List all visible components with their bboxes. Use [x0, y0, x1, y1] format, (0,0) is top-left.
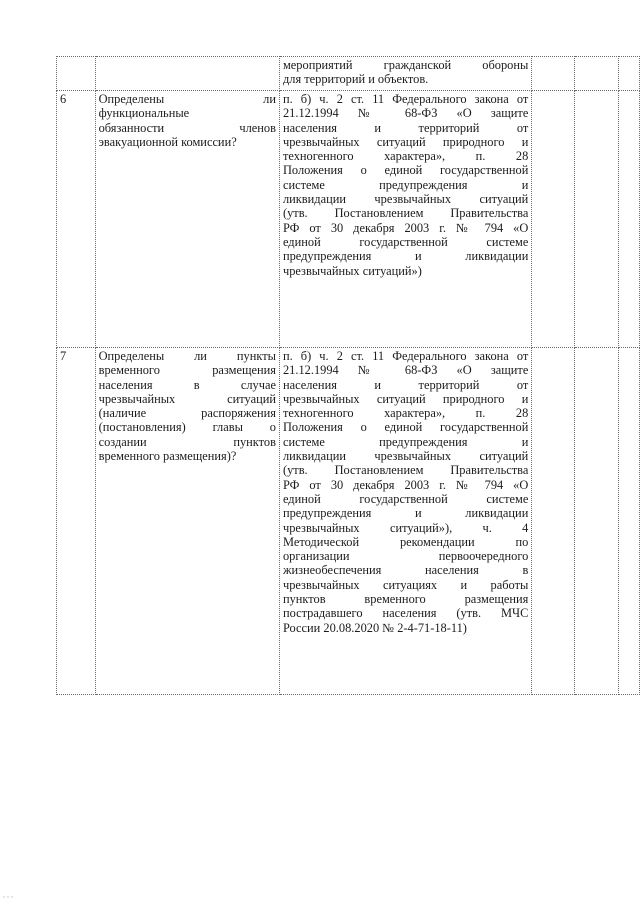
legal-basis-line: Положения о единой государственной	[282, 163, 529, 178]
question-line: эвакуационной комиссии?	[98, 134, 237, 149]
legal-basis-line: для территорий и объектов.	[282, 72, 429, 87]
empty-answer-cell	[574, 57, 618, 91]
legal-basis-line: п. б) ч. 2 ст. 11 Федерального закона от	[282, 349, 529, 363]
table-row	[57, 348, 640, 695]
legal-basis-line: системе предупреждения и	[282, 177, 529, 192]
legal-basis-line: ликвидации чрезвычайных ситуаций	[282, 449, 529, 464]
row-number: 7	[60, 349, 67, 363]
legal-basis-line: России 20.08.2020 № 2-4-71-18-11)	[282, 620, 467, 635]
empty-answer-cell	[574, 91, 618, 348]
row-number-cell	[57, 348, 96, 695]
legal-basis-line: единой государственной системе	[282, 491, 529, 506]
empty-answer-cell	[532, 91, 574, 348]
legal-basis-line: чрезвычайных ситуаций»), ч. 4	[282, 520, 529, 535]
question-cell	[95, 91, 279, 348]
question-line: Определены ли	[98, 92, 276, 106]
empty-answer-cell	[619, 57, 640, 91]
legal-basis-line: РФ от 30 декабря 2003 г. № 794 «О	[282, 477, 529, 492]
checklist-table	[56, 56, 640, 695]
legal-basis-line: 21.12.1994 № 68-ФЗ «О защите	[282, 106, 529, 121]
empty-answer-cell	[532, 348, 574, 695]
legal-basis-cell	[279, 57, 531, 91]
question-line: создании пунктов	[98, 434, 276, 449]
question-line: функциональные	[98, 106, 190, 121]
legal-basis-line: единой государственной системе	[282, 234, 529, 249]
table-row	[57, 57, 640, 91]
legal-basis-line: техногенного характера», п. 28	[282, 406, 529, 421]
table-row	[57, 91, 640, 348]
legal-basis-line: населения и территорий от	[282, 120, 529, 135]
legal-basis-cell	[279, 91, 531, 348]
empty-answer-cell	[574, 348, 618, 695]
legal-basis-cell	[279, 348, 531, 695]
empty-answer-cell	[619, 348, 640, 695]
question-line: Определены ли пункты	[98, 349, 276, 363]
legal-basis-line: предупреждения и ликвидации	[282, 506, 529, 521]
legal-basis-line: РФ от 30 декабря 2003 г. № 794 «О	[282, 220, 529, 235]
question-line: чрезвычайных ситуаций	[98, 391, 276, 406]
question-line: (наличие распоряжения	[98, 406, 276, 421]
question-line: обязанности членов	[98, 120, 276, 135]
question-line: временного размещения)?	[98, 449, 237, 464]
legal-basis-line: п. б) ч. 2 ст. 11 Федерального закона от	[282, 92, 529, 106]
legal-basis-line: пострадавшего населения (утв. МЧС	[282, 606, 529, 621]
scan-dots-mark	[2, 894, 16, 900]
legal-basis-line: (утв. Постановлением Правительства	[282, 206, 529, 221]
legal-basis-line: предупреждения и ликвидации	[282, 249, 529, 264]
empty-answer-cell	[619, 91, 640, 348]
question-cell	[95, 348, 279, 695]
row-number: 6	[60, 92, 67, 106]
question-line: временного размещения	[98, 363, 276, 378]
legal-basis-line: чрезвычайных ситуаций природного и	[282, 134, 529, 149]
question-line: (постановления) главы о	[98, 420, 276, 435]
question-line: населения в случае	[98, 377, 276, 392]
checklist-body	[57, 57, 640, 695]
legal-basis-line: ликвидации чрезвычайных ситуаций	[282, 192, 529, 207]
legal-basis-line: чрезвычайных ситуациях и работы	[282, 577, 529, 592]
legal-basis-line: чрезвычайных ситуаций»)	[282, 263, 422, 278]
legal-basis-line: (утв. Постановлением Правительства	[282, 463, 529, 478]
legal-basis-line: Методической рекомендации по	[282, 534, 529, 549]
question-cell	[95, 57, 279, 91]
legal-basis-line: населения и территорий от	[282, 377, 529, 392]
row-number-cell	[57, 57, 96, 91]
legal-basis-line: техногенного характера», п. 28	[282, 149, 529, 164]
legal-basis-line: 21.12.1994 № 68-ФЗ «О защите	[282, 363, 529, 378]
legal-basis-line: чрезвычайных ситуаций природного и	[282, 391, 529, 406]
legal-basis-line: Положения о единой государственной	[282, 420, 529, 435]
empty-answer-cell	[532, 57, 574, 91]
row-number-cell	[57, 91, 96, 348]
legal-basis-line: мероприятий гражданской обороны	[282, 58, 529, 72]
legal-basis-line: пунктов временного размещения	[282, 592, 529, 607]
legal-basis-line: системе предупреждения и	[282, 434, 529, 449]
legal-basis-line: жизнеобеспечения населения в	[282, 563, 529, 578]
legal-basis-line: организации первоочередного	[282, 549, 529, 564]
